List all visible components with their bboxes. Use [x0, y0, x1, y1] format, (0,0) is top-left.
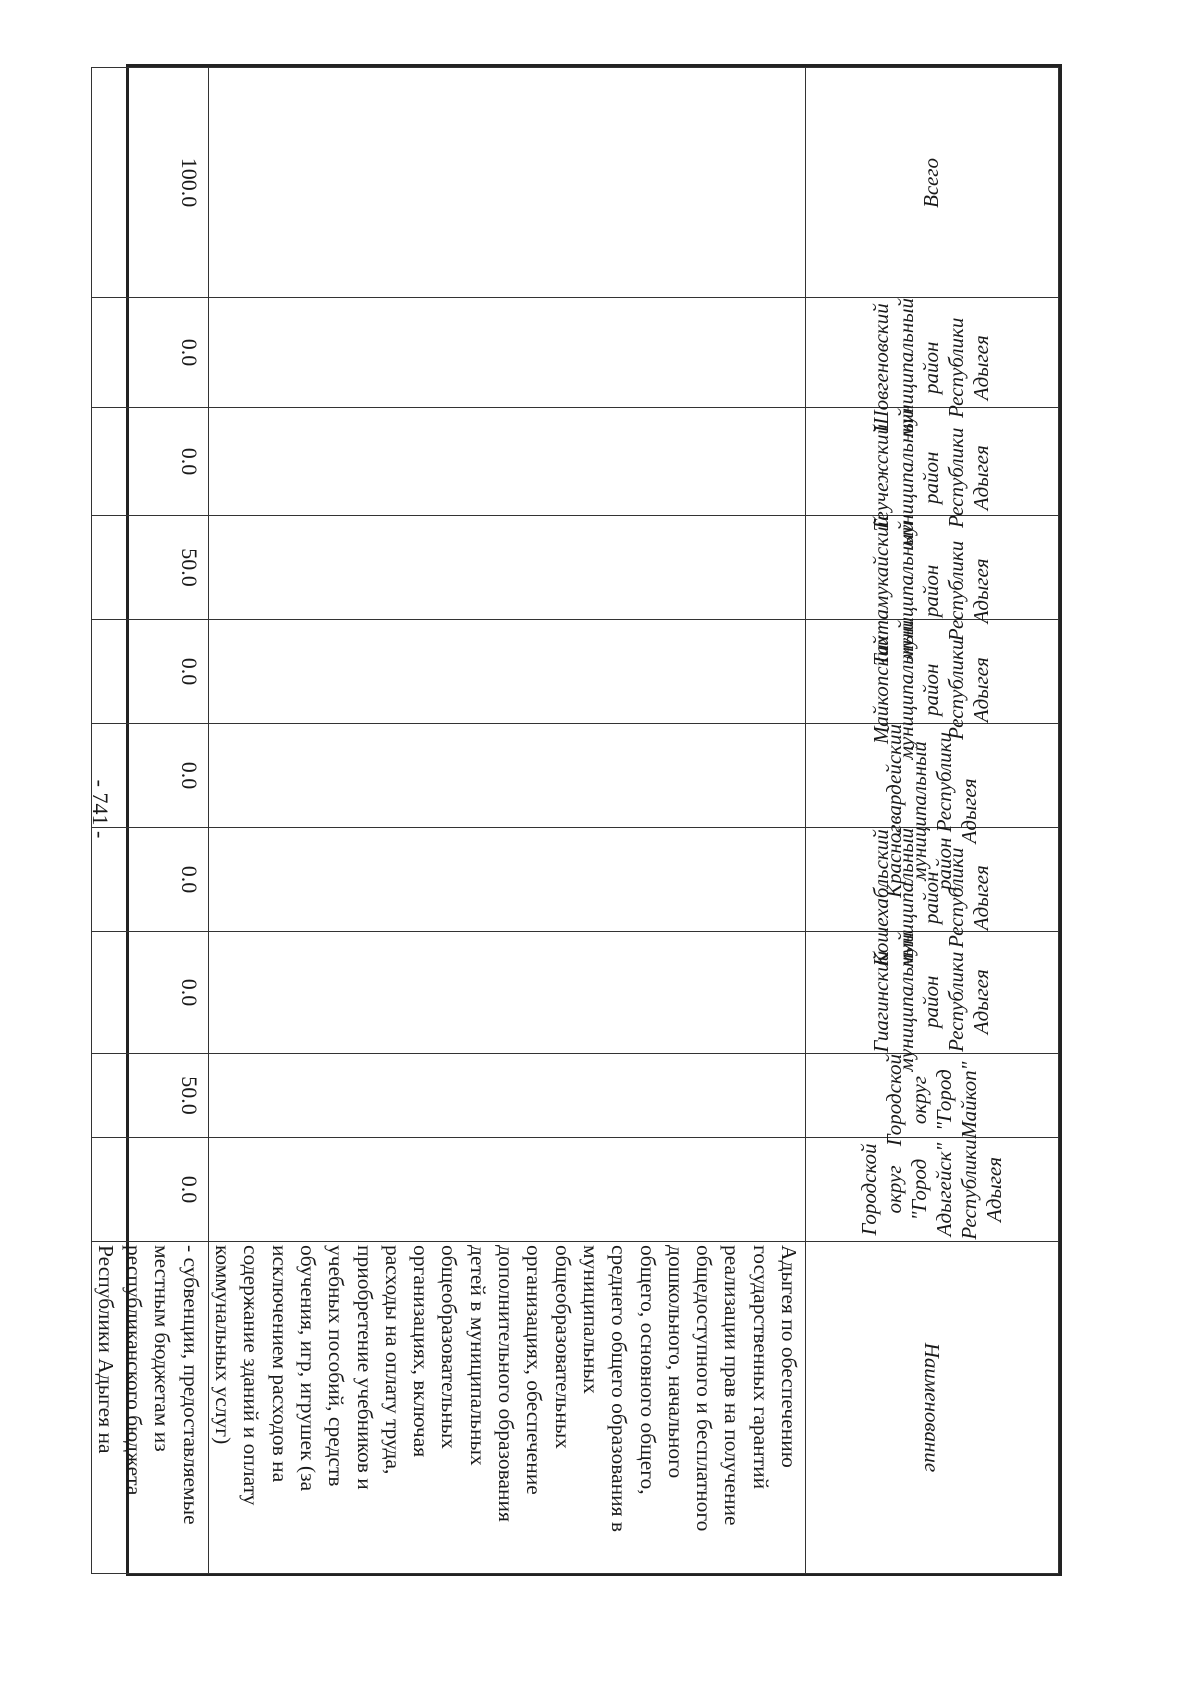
- value-adygeysk: 0.0: [91, 1138, 208, 1242]
- empty-cell: [208, 1054, 805, 1138]
- header-maykop-city: Городской округ "Город Майкоп": [806, 1054, 1059, 1138]
- value-maykop-city: 50.0: [91, 1054, 208, 1138]
- value-koshekhablsky: 0.0: [91, 828, 208, 932]
- header-koshekhablsky: Кошехабльский муниципальный район Республики Адыгея: [806, 828, 1059, 932]
- empty-cell: [208, 1138, 805, 1242]
- value-teuchezhsky: 0.0: [91, 408, 208, 516]
- page-number: - 741 -: [88, 779, 113, 839]
- empty-cell: [208, 408, 805, 516]
- header-adygeysk: Городской округ "Город Адыгейск" Республики Адыгея: [806, 1138, 1059, 1242]
- value-maykop-district: 0.0: [91, 620, 208, 724]
- header-takhtamukaysky: Тахтамукайский муниципальный район Республики Адыгея: [806, 516, 1059, 620]
- empty-cell: [208, 724, 805, 828]
- value-takhtamukaysky: 50.0: [91, 516, 208, 620]
- value-shovgenovsky: 0.0: [91, 298, 208, 408]
- empty-cell: [208, 298, 805, 408]
- header-teuchezhsky: Теучежский муниципальный район Республики Адыгея: [806, 408, 1059, 516]
- header-total: Всего: [806, 68, 1059, 298]
- header-maykop-district: Майкопский муниципальный район Республики Адыгея: [806, 620, 1059, 724]
- header-row: [806, 68, 1059, 1574]
- value-total: 100.0: [91, 68, 208, 298]
- empty-cell: [208, 620, 805, 724]
- value-giaginsky: 0.0: [91, 932, 208, 1054]
- row-description: Адыгея по обеспечению государственных гарантий реализации прав на получение общедоступного и бесплатного дошкольного, начального общего, основного общего, среднего общего образования в муниципальных общеобразовательных организациях, обеспечение дополнительного образования детей в муниципальных общеобразовательных организациях, включая расходы на оплату труда, приобретение учебников и учебных пособий, средств обучения, игр, игрушек (за исключением расходов на содержание зданий и оплату коммунальных услуг): [208, 1242, 805, 1574]
- value-row: [91, 68, 208, 1574]
- empty-cell: [208, 932, 805, 1054]
- empty-cell: [208, 516, 805, 620]
- value-krasnogvardeysky: 0.0: [91, 724, 208, 828]
- header-shovgenovsky: Шовгеновский муниципальный район Республики Адыгея: [806, 298, 1059, 408]
- empty-cell: [208, 828, 805, 932]
- empty-cell: [208, 68, 805, 298]
- header-krasnogvardeysky: Красногвардейский муниципальный район Республики Адыгея: [806, 724, 1059, 828]
- header-name: Наименование: [806, 1242, 1059, 1574]
- allocation-table: [91, 67, 1059, 1574]
- table-row: [208, 68, 805, 1574]
- header-giaginsky: Гиагинский муниципальный район Республики Адыгея: [806, 932, 1059, 1054]
- subvention-description: - субвенции, предоставляемые местным бюджетам из республиканского бюджета Республики Адыгея на: [91, 1242, 208, 1574]
